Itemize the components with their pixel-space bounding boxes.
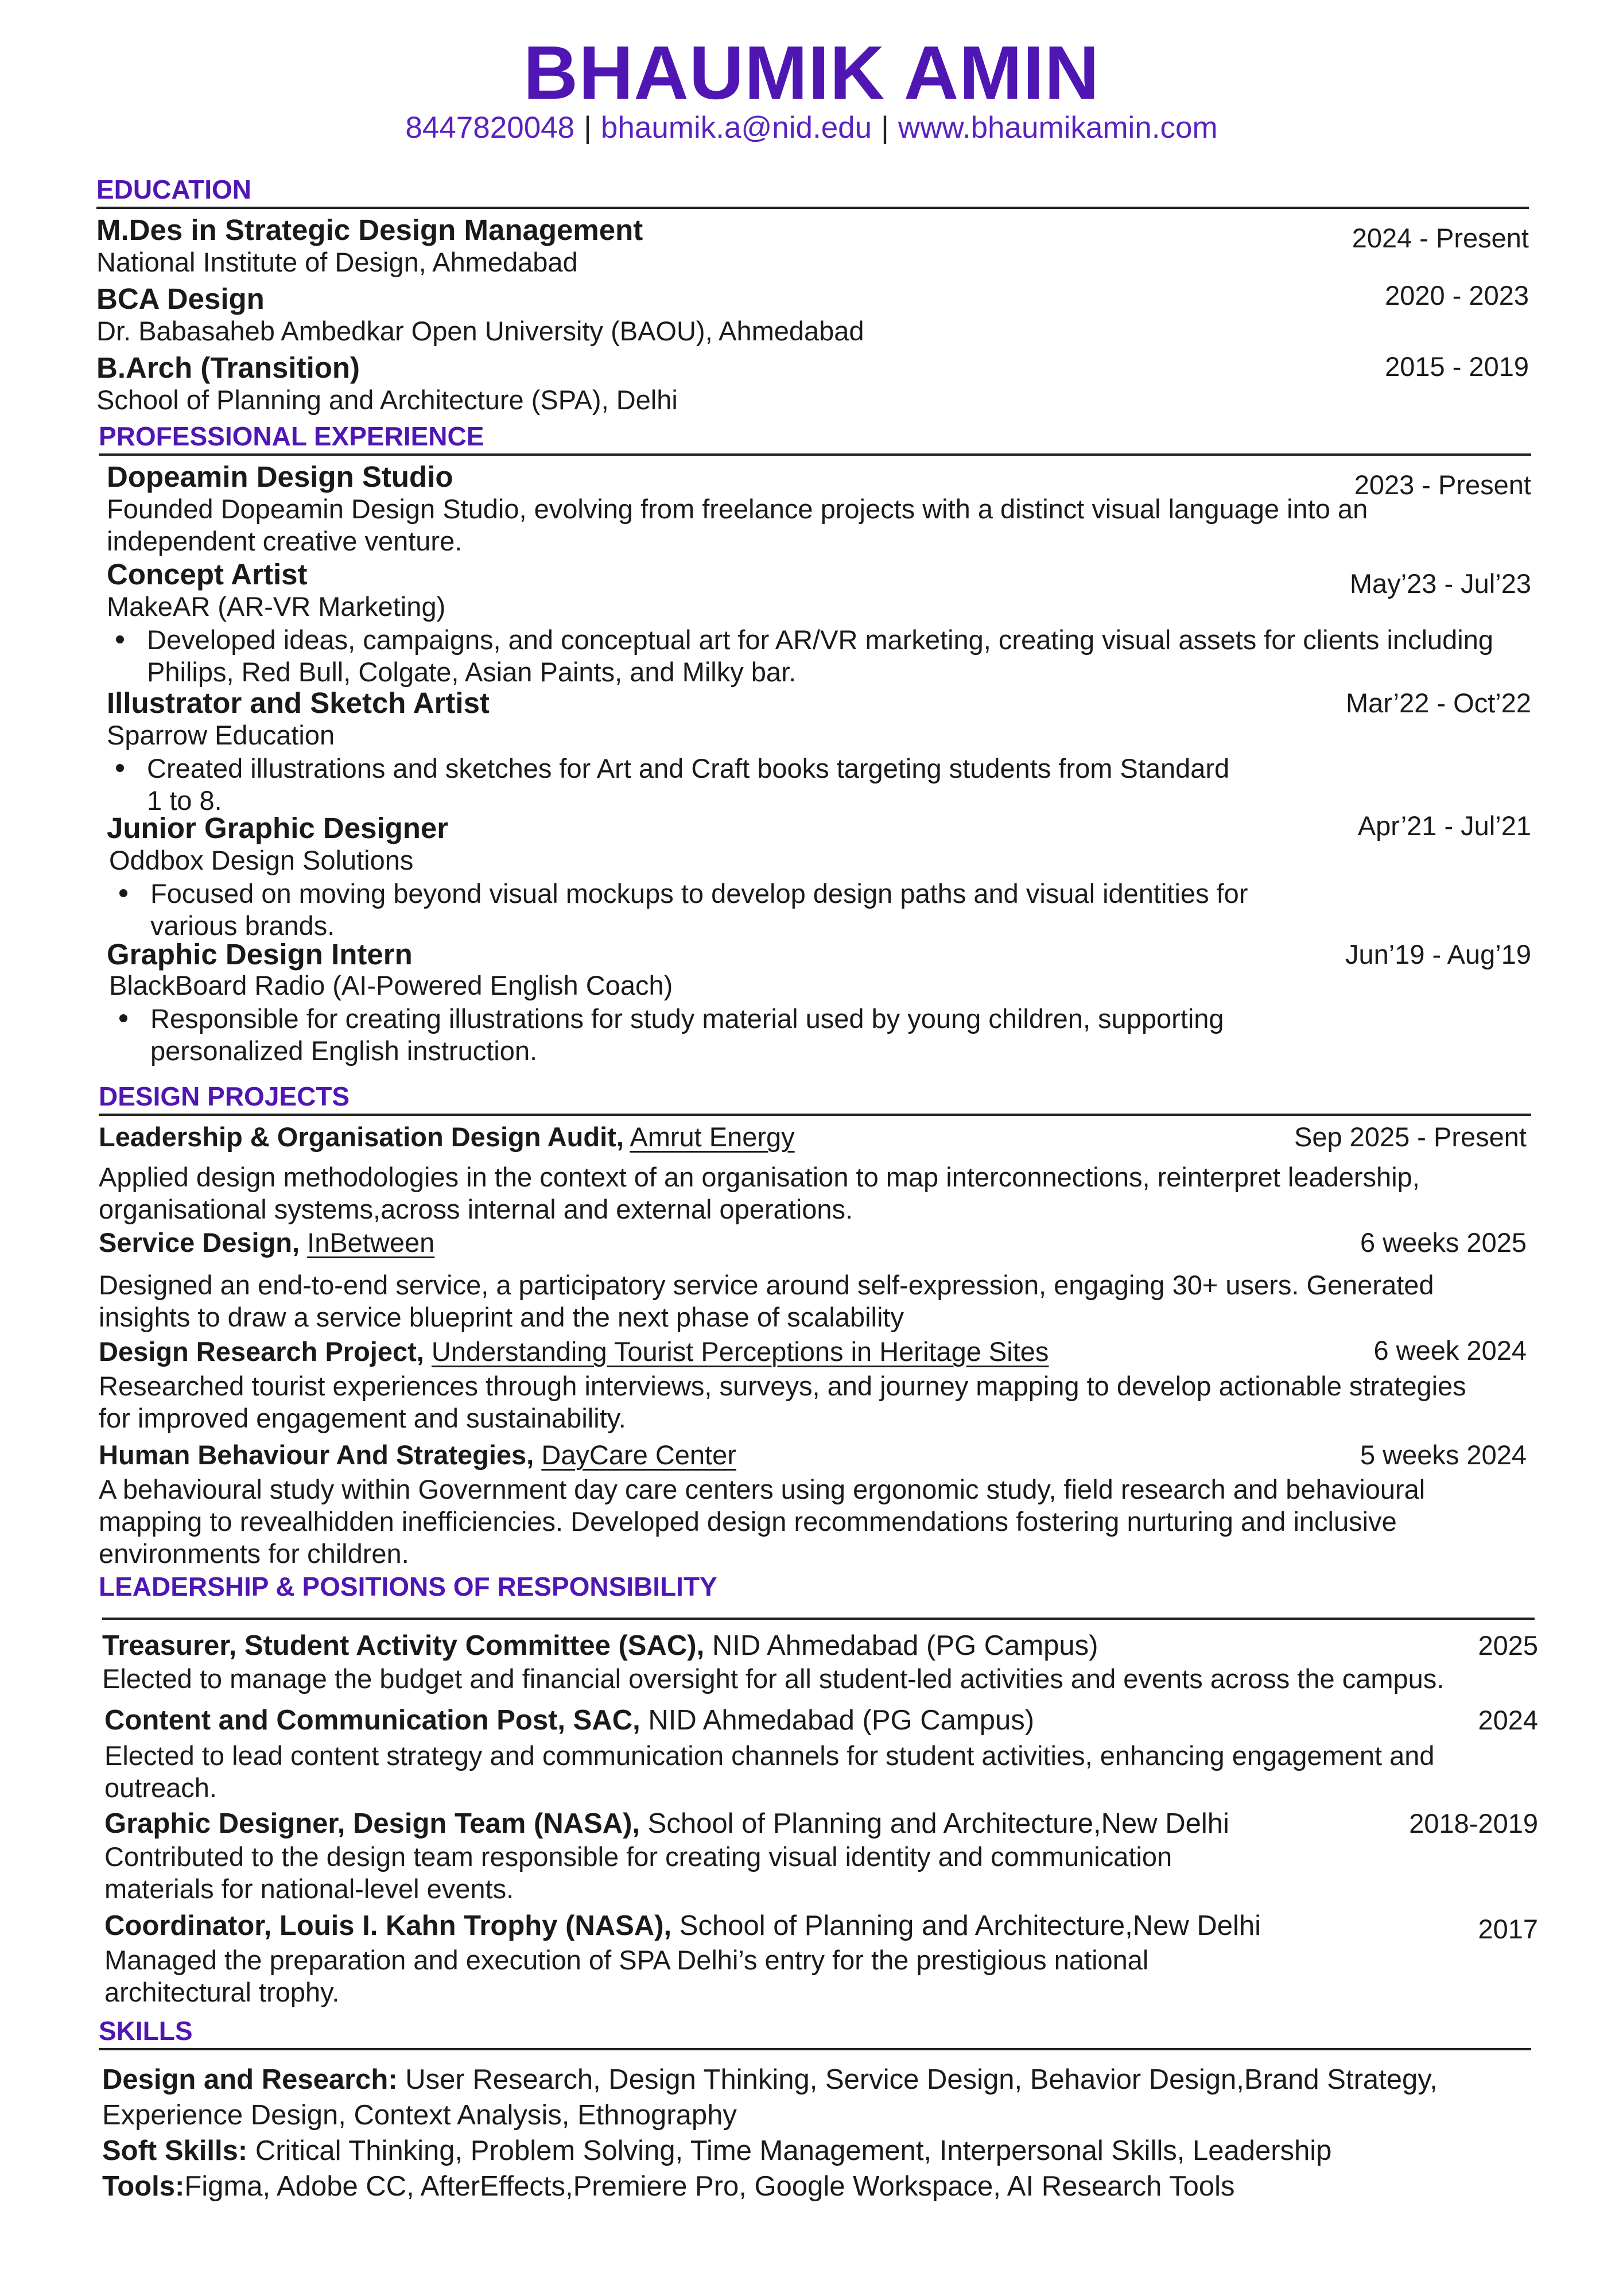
skills-list: User Research, Design Thinking, Service Design, Behavior Design,Brand Strategy,	[405, 2064, 1438, 2095]
experience-organization: BlackBoard Radio (AI-Powered English Coach)	[109, 970, 673, 1000]
experience-date: Apr’21 - Jul’21	[1357, 810, 1531, 841]
section-divider	[99, 453, 1531, 456]
position-description: Elected to lead content strategy and communication channels for student activities, enhancing engagement and	[104, 1740, 1435, 1771]
experience-organization: MakeAR (AR-VR Marketing)	[107, 591, 446, 622]
education-degree: M.Des in Strategic Design Management	[96, 214, 643, 246]
experience-bullet-text: various brands.	[150, 910, 335, 941]
project-title: Leadership & Organisation Design Audit,	[99, 1122, 624, 1152]
education-date: 2020 - 2023	[1385, 280, 1529, 311]
experience-role: Dopeamin Design Studio	[107, 460, 453, 493]
bullet-point	[116, 764, 124, 772]
project-heading-line	[99, 1438, 736, 1472]
position-date: 2017	[1478, 1914, 1538, 1944]
website-link[interactable]: www.bhaumikamin.com	[898, 111, 1218, 145]
project-date: 6 week 2024	[1373, 1335, 1527, 1366]
position-description: outreach.	[104, 1773, 217, 1803]
education-school: Dr. Babasaheb Ambedkar Open University (BAOU), Ahmedabad	[96, 316, 864, 346]
project-client-link[interactable]: Amrut Energy	[630, 1122, 795, 1152]
position-title: Coordinator, Louis I. Kahn Trophy (NASA),	[104, 1910, 672, 1941]
project-date: 5 weeks 2024	[1360, 1440, 1527, 1470]
education-school: School of Planning and Architecture (SPA), Delhi	[96, 385, 678, 415]
experience-date: 2023 - Present	[1354, 470, 1531, 500]
experience-bullet-text: personalized English instruction.	[150, 1035, 538, 1066]
project-title: Human Behaviour And Strategies,	[99, 1440, 534, 1470]
skills-heading: SKILLS	[99, 2016, 193, 2046]
section-divider	[96, 207, 1529, 209]
project-title: Design Research Project,	[99, 1336, 424, 1367]
project-heading-line	[99, 1120, 795, 1154]
position-title: Treasurer, Student Activity Committee (SAC),	[102, 1630, 705, 1661]
experience-date: Mar’22 - Oct’22	[1345, 688, 1531, 718]
position-date: 2025	[1478, 1630, 1538, 1661]
bullet-point	[119, 1014, 127, 1022]
phone-number: 8447820048	[405, 111, 575, 145]
position-place: School of Planning and Architecture,New Delhi	[647, 1808, 1229, 1839]
contact-separator: |	[881, 111, 889, 145]
position-place: NID Ahmedabad (PG Campus)	[648, 1705, 1035, 1736]
experience-bullet-text: Philips, Red Bull, Colgate, Asian Paints, and Milky bar.	[147, 657, 797, 687]
leadership-heading: LEADERSHIP & POSITIONS OF RESPONSIBILITY	[99, 1572, 717, 1601]
contact-separator: |	[584, 111, 592, 145]
skills-list: Critical Thinking, Problem Solving, Time Management, Interpersonal Skills, Leadership	[255, 2135, 1332, 2166]
position-title: Graphic Designer, Design Team (NASA),	[104, 1808, 640, 1839]
skills-label: Design and Research:	[102, 2064, 398, 2095]
skills-label: Tools:	[102, 2171, 185, 2202]
skills-design-line	[102, 2063, 1438, 2096]
project-client-link[interactable]: Understanding Tourist Perceptions in Heritage Sites	[431, 1336, 1049, 1367]
project-description: Designed an end-to-end service, a participatory service around self-expression, engaging 30+ users. Generated	[99, 1270, 1434, 1300]
project-description: Applied design methodologies in the context of an organisation to map interconnections, reinterpret leadership,	[99, 1162, 1420, 1192]
project-description: insights to draw a service blueprint and the next phase of scalability	[99, 1302, 904, 1332]
project-description: environments for children.	[99, 1538, 409, 1569]
skills-label: Soft Skills:	[102, 2135, 248, 2166]
section-divider	[99, 2048, 1531, 2050]
skills-tools-line	[102, 2170, 1235, 2203]
experience-bullet-text: Focused on moving beyond visual mockups to develop design paths and visual identities for	[150, 878, 1248, 909]
bullet-point	[119, 889, 127, 897]
position-heading-line	[104, 1909, 1261, 1942]
skills-list: Figma, Adobe CC, AfterEffects,Premiere Pro, Google Workspace, AI Research Tools	[184, 2171, 1235, 2202]
skills-soft-line	[102, 2134, 1331, 2167]
projects-heading: DESIGN PROJECTS	[99, 1081, 350, 1111]
project-date: Sep 2025 - Present	[1294, 1122, 1527, 1152]
experience-date: Jun’19 - Aug’19	[1345, 939, 1531, 969]
project-description: organisational systems,across internal and external operations.	[99, 1194, 853, 1224]
experience-role: Graphic Design Intern	[107, 938, 413, 971]
experience-role: Illustrator and Sketch Artist	[107, 687, 490, 719]
experience-bullet-text: 1 to 8.	[147, 785, 222, 816]
experience-bullet-text: Created illustrations and sketches for Art and Craft books targeting students from Standard	[147, 753, 1230, 784]
project-title: Service Design,	[99, 1227, 300, 1258]
education-school: National Institute of Design, Ahmedabad	[96, 247, 578, 277]
section-divider	[102, 1618, 1535, 1620]
experience-bullet-text: Developed ideas, campaigns, and conceptual art for AR/VR marketing, creating visual assets for clients including	[147, 625, 1494, 655]
skills-list: Experience Design, Context Analysis, Ethnography	[102, 2100, 737, 2131]
position-description: materials for national-level events.	[104, 1874, 514, 1904]
bullet-point	[116, 635, 124, 643]
position-date: 2018-2019	[1409, 1808, 1538, 1839]
project-heading-line	[99, 1226, 434, 1259]
contact-line	[0, 108, 1623, 148]
experience-description: Founded Dopeamin Design Studio, evolving from freelance projects with a distinct visual language into an	[107, 494, 1368, 524]
section-divider	[99, 1114, 1531, 1116]
education-heading: EDUCATION	[96, 174, 252, 204]
education-degree: BCA Design	[96, 282, 265, 315]
position-heading-line	[102, 1629, 1098, 1662]
experience-description: independent creative venture.	[107, 526, 463, 556]
education-degree: B.Arch (Transition)	[96, 351, 360, 384]
project-description: mapping to revealhidden inefficiencies. Developed design recommendations fostering nurturing and inclusive	[99, 1506, 1397, 1537]
project-heading-line	[99, 1335, 1049, 1368]
education-date: 2024 - Present	[1352, 223, 1529, 253]
experience-heading: PROFESSIONAL EXPERIENCE	[99, 421, 484, 451]
experience-organization: Sparrow Education	[107, 720, 335, 750]
email-link[interactable]: bhaumik.a@nid.edu	[600, 111, 872, 145]
position-description: Elected to manage the budget and financial oversight for all student-led activities and events across the campus.	[102, 1663, 1445, 1694]
project-client-link[interactable]: DayCare Center	[541, 1440, 736, 1470]
position-description: Contributed to the design team responsible for creating visual identity and communication	[104, 1841, 1172, 1872]
position-description: Managed the preparation and execution of SPA Delhi’s entry for the prestigious national	[104, 1945, 1149, 1975]
position-place: NID Ahmedabad (PG Campus)	[712, 1630, 1098, 1661]
position-title: Content and Communication Post, SAC,	[104, 1705, 640, 1736]
position-heading-line	[104, 1807, 1229, 1840]
position-date: 2024	[1478, 1705, 1538, 1735]
education-date: 2015 - 2019	[1385, 351, 1529, 382]
candidate-name: BHAUMIK AMIN	[523, 30, 1100, 115]
project-client-link[interactable]: InBetween	[307, 1227, 435, 1258]
project-date: 6 weeks 2025	[1360, 1227, 1527, 1258]
position-place: School of Planning and Architecture,New Delhi	[679, 1910, 1261, 1941]
experience-role: Concept Artist	[107, 558, 308, 591]
project-description: Researched tourist experiences through interviews, surveys, and journey mapping to develop actionable strategies	[99, 1371, 1466, 1401]
position-heading-line	[104, 1704, 1034, 1737]
project-description: A behavioural study within Government day care centers using ergonomic study, field research and behavioural	[99, 1474, 1426, 1504]
experience-date: May’23 - Jul’23	[1349, 568, 1531, 599]
experience-organization: Oddbox Design Solutions	[109, 845, 414, 875]
project-description: for improved engagement and sustainability.	[99, 1403, 626, 1433]
experience-bullet-text: Responsible for creating illustrations for study material used by young children, supporting	[150, 1003, 1224, 1034]
position-description: architectural trophy.	[104, 1977, 340, 2007]
experience-role: Junior Graphic Designer	[107, 812, 449, 844]
